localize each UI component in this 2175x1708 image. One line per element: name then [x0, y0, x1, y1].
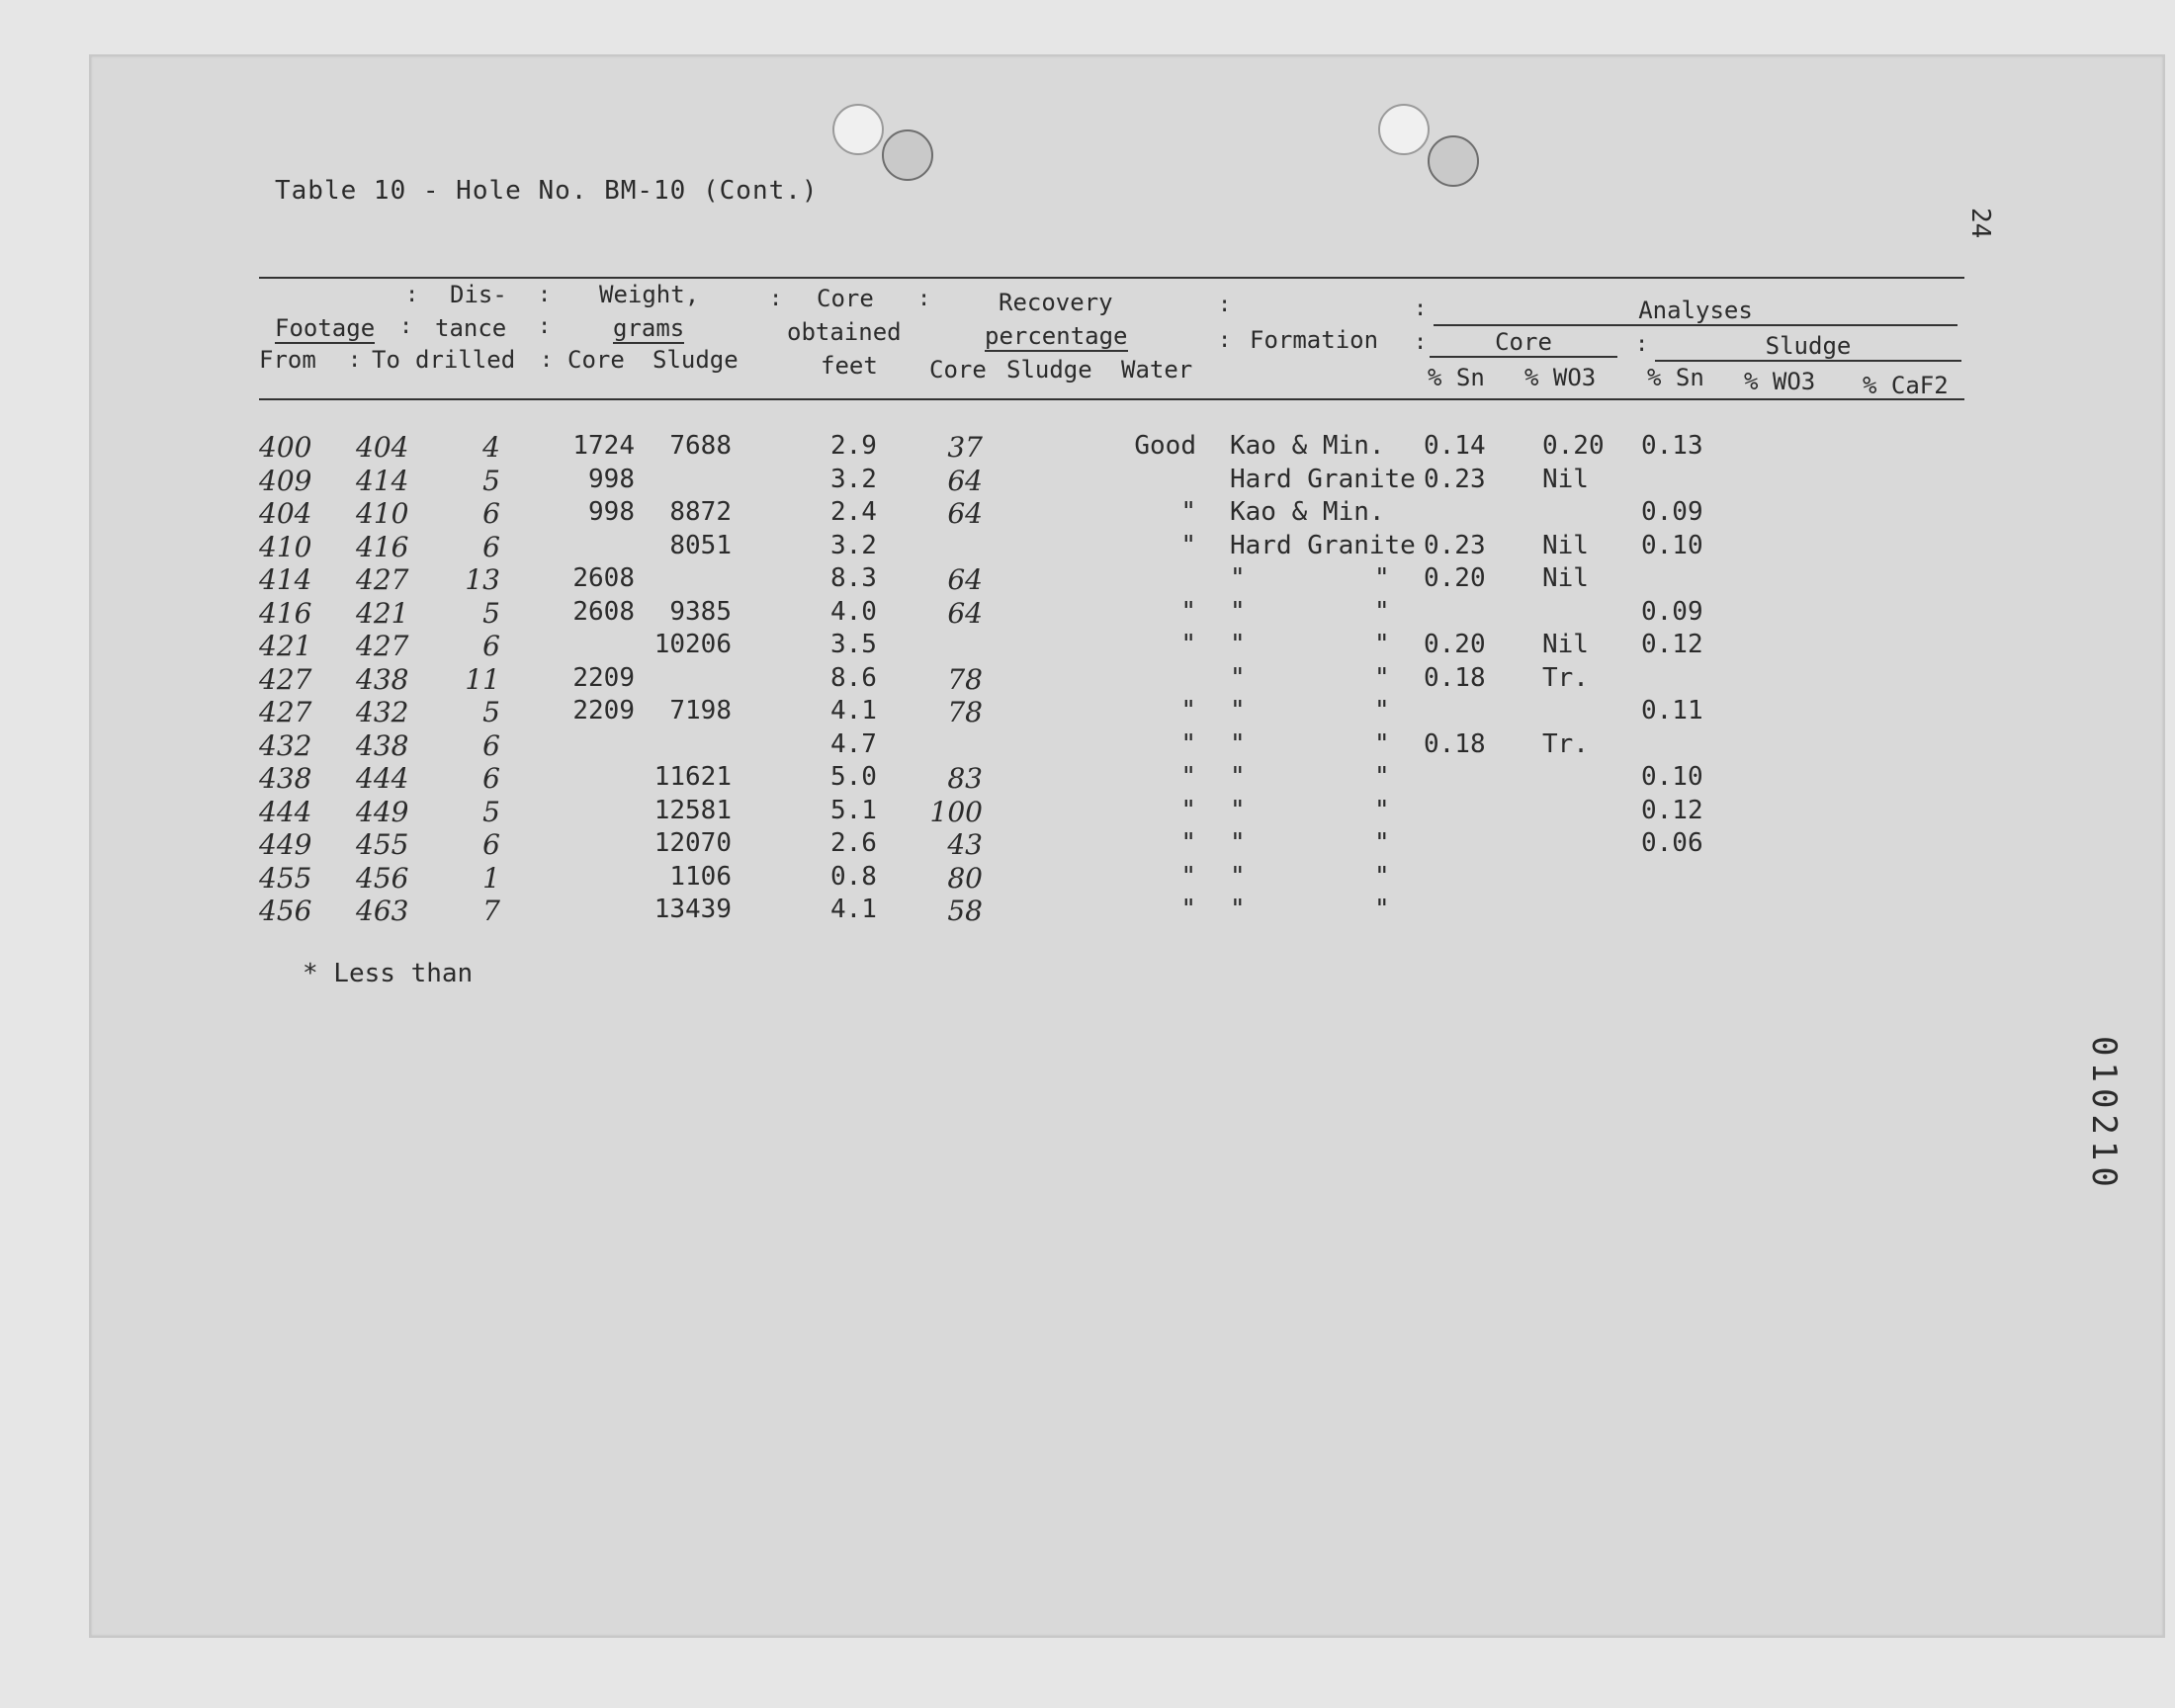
cell-feet: 4.1 [830, 895, 877, 924]
cell-ssn: 0.09 [1641, 596, 1703, 627]
page-number: 24 [1965, 208, 1995, 239]
cell-from: 427 [259, 696, 312, 728]
separator-colon: : [1218, 328, 1232, 353]
separator-colon: : [1218, 293, 1232, 317]
cell-rcore: 64 [947, 563, 983, 596]
cell-dist: 11 [465, 662, 500, 696]
header-analyses: Analyses [1434, 297, 1958, 326]
cell-dist: 5 [482, 596, 500, 630]
header-recovery-core: Core [929, 356, 987, 384]
cell-feet: 4.0 [830, 596, 877, 627]
cell-feet: 3.2 [830, 464, 877, 494]
punch-hole [882, 129, 933, 181]
header-bottom-rule [259, 398, 1964, 400]
cell-csn: 0.20 [1424, 630, 1486, 659]
cell-dist: 6 [482, 497, 500, 530]
cell-feet: 2.9 [830, 431, 877, 461]
cell-feet: 5.1 [830, 795, 877, 825]
cell-dist: 6 [482, 530, 500, 563]
cell-form1: " [1230, 895, 1246, 924]
cell-form1: Hard Granite [1230, 530, 1416, 560]
cell-wcore: 998 [588, 464, 635, 494]
cell-to: 456 [356, 861, 409, 895]
cell-rcore: 43 [947, 828, 983, 861]
header-to: To [372, 346, 400, 374]
cell-cwo3: Tr. [1542, 662, 1589, 693]
cell-wsludge: 7688 [669, 431, 732, 461]
cell-to: 427 [356, 563, 409, 596]
cell-rwater: " [1180, 728, 1196, 759]
cell-wcore: 2209 [572, 662, 635, 693]
cell-cwo3: 0.20 [1542, 431, 1605, 461]
separator-colon: : [538, 283, 552, 307]
cell-csn: 0.18 [1424, 728, 1486, 759]
header-top-rule [259, 277, 1964, 279]
cell-wcore: 2209 [572, 696, 635, 726]
cell-from: 410 [259, 530, 312, 563]
cell-form1: Hard Granite [1230, 464, 1416, 494]
cell-rcore: 37 [947, 431, 983, 464]
separator-colon: : [538, 314, 552, 339]
cell-feet: 8.6 [830, 662, 877, 693]
document-id: 010210 [2084, 1036, 2124, 1193]
cell-to: 416 [356, 530, 409, 563]
header-recovery-l2: percentage [985, 322, 1128, 350]
cell-form1: " [1230, 762, 1246, 792]
header-sludge-sn: % Sn [1647, 364, 1704, 391]
header-distance-l1: Dis- [450, 281, 507, 308]
cell-form2: " [1374, 728, 1390, 759]
cell-from: 432 [259, 728, 312, 762]
header-core-obtained-l1: Core [817, 285, 874, 312]
cell-form1: " [1230, 563, 1246, 593]
cell-form1: " [1230, 828, 1246, 858]
cell-to: 432 [356, 696, 409, 728]
header-distance-l3: drilled [415, 346, 516, 374]
separator-colon: : [348, 348, 362, 373]
cell-csn: 0.14 [1424, 431, 1486, 461]
header-weight-l1: Weight, [599, 281, 700, 308]
cell-to: 414 [356, 464, 409, 497]
cell-rwater: " [1180, 630, 1196, 659]
cell-wcore: 2608 [572, 596, 635, 627]
cell-form1: Kao & Min. [1230, 431, 1385, 461]
cell-wcore: 998 [588, 497, 635, 527]
header-distance-l2: tance [435, 314, 507, 342]
cell-cwo3: Nil [1542, 563, 1589, 593]
cell-wsludge: 12581 [653, 795, 732, 825]
cell-rwater: " [1180, 596, 1196, 627]
cell-from: 444 [259, 795, 312, 828]
cell-ssn: 0.12 [1641, 630, 1703, 659]
cell-wsludge: 13439 [653, 895, 732, 924]
cell-wsludge: 12070 [653, 828, 732, 858]
cell-rcore: 78 [947, 662, 983, 696]
cell-form2: " [1374, 662, 1390, 693]
cell-dist: 1 [482, 861, 500, 895]
punch-hole [832, 104, 884, 155]
cell-form2: " [1374, 828, 1390, 858]
cell-to: 463 [356, 895, 409, 927]
cell-rcore: 64 [947, 464, 983, 497]
cell-feet: 2.4 [830, 497, 877, 527]
punch-hole [1378, 104, 1430, 155]
cell-feet: 3.5 [830, 630, 877, 659]
separator-colon: : [1414, 297, 1428, 321]
cell-form1: " [1230, 861, 1246, 892]
cell-to: 444 [356, 762, 409, 795]
header-recovery-l1: Recovery [999, 289, 1113, 316]
header-core-obtained-l3: feet [821, 352, 878, 380]
cell-feet: 3.2 [830, 530, 877, 560]
cell-form2: " [1374, 696, 1390, 726]
separator-colon: : [540, 348, 554, 373]
cell-rwater: " [1180, 795, 1196, 825]
cell-wsludge: 8051 [669, 530, 732, 560]
cell-form2: " [1374, 795, 1390, 825]
cell-from: 456 [259, 895, 312, 927]
cell-to: 449 [356, 795, 409, 828]
header-formation: Formation [1250, 326, 1379, 354]
cell-feet: 5.0 [830, 762, 877, 792]
cell-cwo3: Tr. [1542, 728, 1589, 759]
cell-dist: 5 [482, 795, 500, 828]
cell-form1: " [1230, 795, 1246, 825]
cell-dist: 6 [482, 828, 500, 861]
cell-rwater: Good [1134, 431, 1196, 461]
header-footage: Footage [275, 314, 376, 342]
cell-ssn: 0.13 [1641, 431, 1703, 461]
header-weight-sludge: Sludge [652, 346, 739, 374]
cell-feet: 0.8 [830, 861, 877, 892]
cell-rcore: 83 [947, 762, 983, 795]
cell-rwater: " [1180, 530, 1196, 560]
header-sludge-caf2: % CaF2 [1863, 372, 1949, 399]
separator-colon: : [1414, 330, 1428, 355]
cell-cwo3: Nil [1542, 530, 1589, 560]
cell-from: 416 [259, 596, 312, 630]
cell-form2: " [1374, 596, 1390, 627]
cell-csn: 0.23 [1424, 530, 1486, 560]
cell-ssn: 0.10 [1641, 762, 1703, 792]
cell-to: 455 [356, 828, 409, 861]
cell-rcore: 100 [929, 795, 983, 828]
header-recovery-water: Water [1121, 356, 1193, 384]
cell-ssn: 0.12 [1641, 795, 1703, 825]
cell-form2: " [1374, 861, 1390, 892]
header-weight-core: Core [567, 346, 625, 374]
cell-dist: 5 [482, 464, 500, 497]
punch-hole [1428, 135, 1479, 187]
cell-to: 438 [356, 728, 409, 762]
cell-form1: " [1230, 630, 1246, 659]
cell-wsludge: 11621 [653, 762, 732, 792]
separator-colon: : [1635, 332, 1649, 357]
header-analyses-core: Core [1430, 328, 1617, 358]
cell-form2: " [1374, 563, 1390, 593]
cell-dist: 6 [482, 762, 500, 795]
cell-dist: 13 [465, 563, 500, 596]
header-sludge-wo3: % WO3 [1744, 368, 1816, 395]
cell-from: 421 [259, 630, 312, 662]
cell-csn: 0.18 [1424, 662, 1486, 693]
cell-from: 427 [259, 662, 312, 696]
separator-colon: : [399, 314, 413, 339]
cell-form1: " [1230, 728, 1246, 759]
cell-rwater: " [1180, 861, 1196, 892]
header-core-obtained-l2: obtained [787, 318, 902, 346]
table-title: Table 10 - Hole No. BM-10 (Cont.) [275, 176, 819, 206]
separator-colon: : [769, 287, 783, 311]
cell-wsludge: 1106 [669, 861, 732, 892]
header-core-sn: % Sn [1428, 364, 1485, 391]
cell-wcore: 1724 [572, 431, 635, 461]
cell-wsludge: 8872 [669, 497, 732, 527]
cell-dist: 6 [482, 728, 500, 762]
cell-rwater: " [1180, 497, 1196, 527]
cell-csn: 0.23 [1424, 464, 1486, 494]
cell-to: 427 [356, 630, 409, 662]
cell-dist: 4 [482, 431, 500, 464]
cell-rcore: 64 [947, 497, 983, 530]
cell-rwater: " [1180, 696, 1196, 726]
cell-from: 449 [259, 828, 312, 861]
header-analyses-sludge: Sludge [1655, 332, 1961, 362]
cell-ssn: 0.11 [1641, 696, 1703, 726]
cell-feet: 4.7 [830, 728, 877, 759]
cell-ssn: 0.10 [1641, 530, 1703, 560]
cell-cwo3: Nil [1542, 630, 1589, 659]
header-recovery-sludge: Sludge [1006, 356, 1092, 384]
cell-dist: 7 [482, 895, 500, 927]
cell-rwater: " [1180, 762, 1196, 792]
cell-ssn: 0.06 [1641, 828, 1703, 858]
header-core-wo3: % WO3 [1524, 364, 1597, 391]
cell-cwo3: Nil [1542, 464, 1589, 494]
cell-from: 404 [259, 497, 312, 530]
cell-from: 409 [259, 464, 312, 497]
footnote: * Less than [303, 959, 474, 988]
cell-wsludge: 7198 [669, 696, 732, 726]
cell-form2: " [1374, 630, 1390, 659]
cell-dist: 6 [482, 630, 500, 662]
separator-colon: : [917, 287, 931, 311]
cell-feet: 4.1 [830, 696, 877, 726]
cell-rcore: 80 [947, 861, 983, 895]
cell-form1: " [1230, 696, 1246, 726]
cell-wsludge: 10206 [653, 630, 732, 659]
cell-from: 455 [259, 861, 312, 895]
cell-csn: 0.20 [1424, 563, 1486, 593]
header-from: From [259, 346, 316, 374]
cell-from: 438 [259, 762, 312, 795]
cell-form2: " [1374, 762, 1390, 792]
cell-form1: " [1230, 662, 1246, 693]
cell-rcore: 78 [947, 696, 983, 728]
cell-rcore: 58 [947, 895, 983, 927]
cell-rcore: 64 [947, 596, 983, 630]
cell-wcore: 2608 [572, 563, 635, 593]
cell-to: 404 [356, 431, 409, 464]
cell-form1: Kao & Min. [1230, 497, 1385, 527]
cell-feet: 8.3 [830, 563, 877, 593]
cell-to: 438 [356, 662, 409, 696]
cell-dist: 5 [482, 696, 500, 728]
cell-wsludge: 9385 [669, 596, 732, 627]
cell-to: 410 [356, 497, 409, 530]
header-weight-l2: grams [613, 314, 685, 342]
cell-form2: " [1374, 895, 1390, 924]
cell-form1: " [1230, 596, 1246, 627]
cell-rwater: " [1180, 895, 1196, 924]
cell-rwater: " [1180, 828, 1196, 858]
separator-colon: : [405, 283, 419, 307]
cell-from: 400 [259, 431, 312, 464]
cell-ssn: 0.09 [1641, 497, 1703, 527]
cell-to: 421 [356, 596, 409, 630]
cell-from: 414 [259, 563, 312, 596]
cell-feet: 2.6 [830, 828, 877, 858]
